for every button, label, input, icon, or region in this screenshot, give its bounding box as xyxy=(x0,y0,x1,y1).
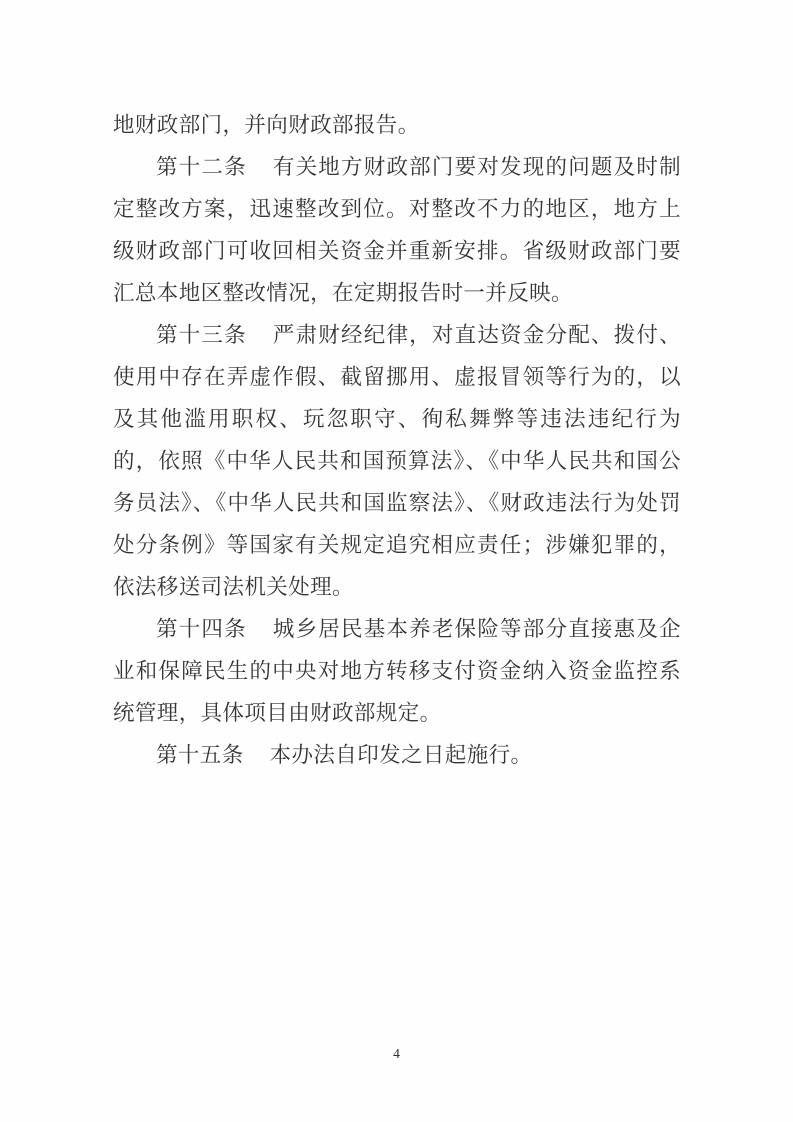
article-14-paragraph xyxy=(113,608,681,734)
paragraph-text: 地财政部门，并向财政部报告。 xyxy=(113,113,420,137)
article-13-text: 严肃财经纪律，对直达资金分配、拨付、使用中存在弄虚作假、截留挪用、虚报冒领等行为的，以及其他滥用职权、玩忽职守、徇私舞弊等违法违纪行为的，依照《中华人民共和国预算法》、《中华人民共和国公务员法》、《中华人民共和国监察法》、《财政违法行为处罚处分条例》等国家有关规定追究相应责任；涉嫌犯罪的，依法移送司法机关处理。 xyxy=(113,323,681,599)
article-14-text: 城乡居民基本养老保险等部分直接惠及企业和保障民生的中央对地方转移支付资金纳入资金监控系统管理，具体项目由财政部规定。 xyxy=(113,617,681,725)
page-footer xyxy=(0,1044,793,1064)
article-15-paragraph xyxy=(113,734,681,776)
continuation-paragraph xyxy=(113,104,681,146)
article-12-number: 第十二条 xyxy=(156,155,247,179)
article-12-text: 有关地方财政部门要对发现的问题及时制定整改方案，迅速整改到位。对整改不力的地区，地方上级财政部门可收回相关资金并重新安排。省级财政部门要汇总本地区整改情况，在定期报告时一并反映。 xyxy=(113,155,681,305)
article-13-number: 第十三条 xyxy=(156,323,247,347)
article-15-number: 第十五条 xyxy=(156,743,244,767)
article-15-text: 本办法自印发之日起施行。 xyxy=(269,743,533,767)
page-number: 4 xyxy=(393,1046,400,1061)
article-12-paragraph xyxy=(113,146,681,314)
article-13-paragraph xyxy=(113,314,681,608)
article-14-number: 第十四条 xyxy=(156,617,247,641)
document-body xyxy=(113,104,681,776)
